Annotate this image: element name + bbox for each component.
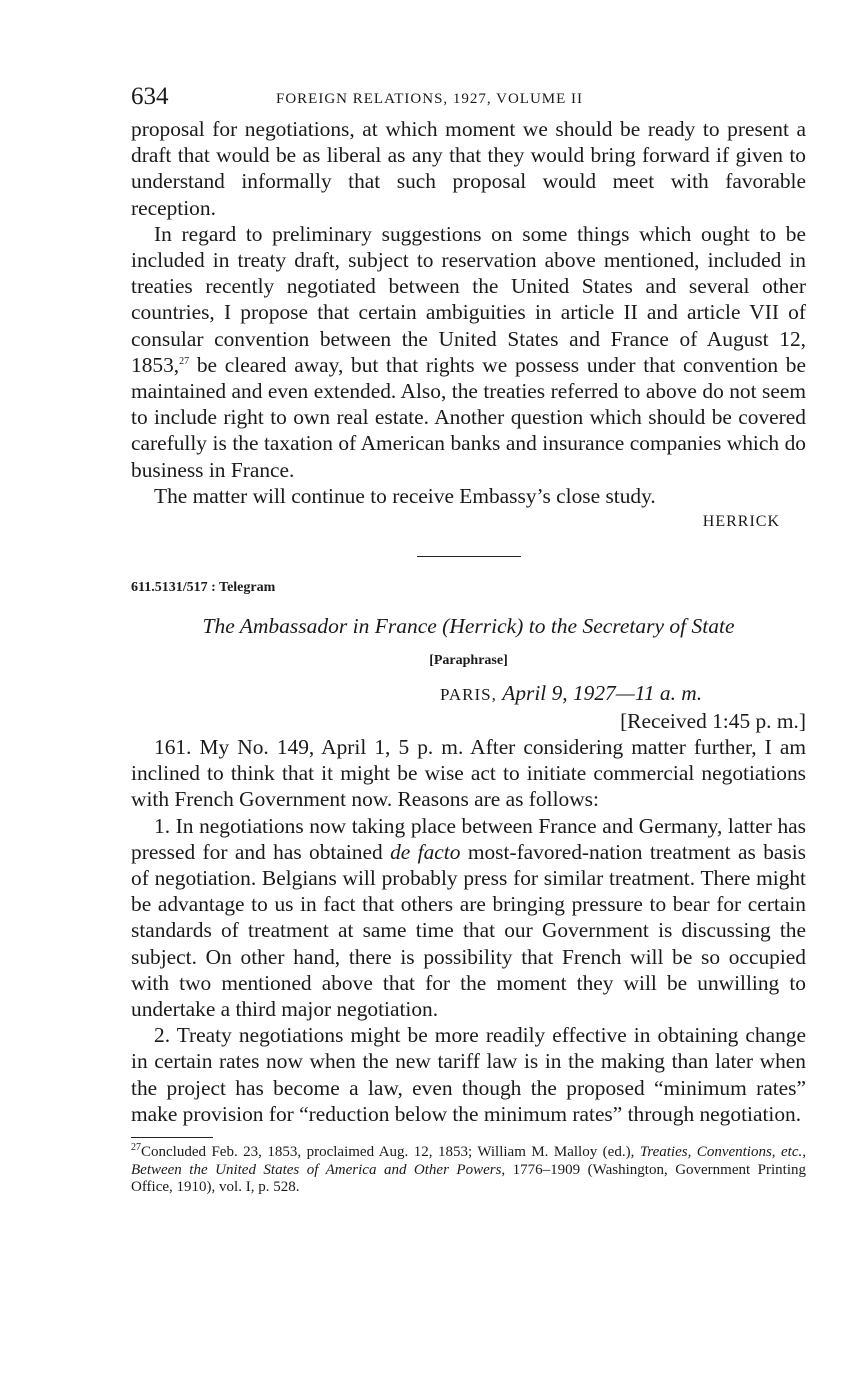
page-header: [131, 82, 806, 116]
paragraph-text: 1. In negotiations now taking place between France and Germany, latter has pressed for and has obtained: [131, 813, 806, 864]
footnote-text-end: 1776–1909 (Washington, Government Printing Office, 1910), vol. I, p. 528.: [131, 1161, 807, 1196]
footnote-text: Concluded Feb. 23, 1853, proclaimed Aug. 12, 1853; William M. Malloy (ed.),: [141, 1144, 640, 1161]
received-time: [Received 1:45 p. m.]: [620, 709, 806, 734]
document-title: The Ambassador in France (Herrick) to the Secretary of State: [202, 614, 735, 639]
paragraph-telegram-intro: 161. My No. 149, April 1, 5 p. m. After considering matter further, I am inclined to think that it might be wise act to initiate commercial negotiations with French Government now. Reasons are as follows:: [131, 735, 806, 812]
page-number: 634: [131, 83, 169, 110]
document-page: [131, 82, 806, 1197]
dateline-place: PARIS,: [440, 685, 497, 705]
running-title: FOREIGN RELATIONS, 1927, VOLUME II: [276, 91, 584, 107]
italic-phrase: de facto: [390, 839, 461, 864]
paragraph-continuation: proposal for negotiations, at which moment we should be ready to present a draft that would be as liberal as any that they would bring forward if given to understand informally that such proposal would meet with favorable reception.: [131, 117, 806, 220]
paragraph-reason-1: [131, 813, 806, 1023]
paraphrase-label: [Paraphrase]: [429, 653, 508, 669]
footnote-italic-title: Treaties, Conventions, etc., Between the United States of America and Other Powers,: [131, 1144, 806, 1178]
footnote-rule: [131, 1137, 213, 1138]
paragraph-closing: The matter will continue to receive Embassy’s close study.: [154, 483, 656, 508]
footnote-reference[interactable]: 27: [179, 355, 190, 367]
paragraph-text: be cleared away, but that rights we possess under that convention be maintained and even extended. Also, the treaties referred to above do not seem to include right to own real estate. Another question which should be covered carefully is the taxation of American banks and insurance companies which do business in France.: [131, 352, 806, 482]
footnote: [131, 1144, 806, 1197]
footnote-mark: 27: [131, 1142, 141, 1154]
dateline: [440, 680, 806, 708]
dateline-date: April 9, 1927—11 a. m.: [502, 681, 703, 706]
file-number: 611.5131/517 : Telegram: [131, 580, 276, 596]
paragraph-treaty-suggestions: [131, 221, 806, 483]
paragraph-text: most-favored-nation treatment as basis of negotiation. Belgians will probably press for similar treatment. There might be advantage to us in fact that others are bringing pressure to bear for certain standards of treatment at same time that our Government is discussing the subject. On other hand, there is possibility that French will be so occupied with two mentioned above that for the moment they will be unwilling to undertake a third major negotiation.: [131, 839, 807, 1022]
paragraph-text: In regard to preliminary suggestions on some things which ought to be included in treaty draft, subject to reservation above mentioned, included in treaties recently negotiated between the United States and several other countries, I propose that certain ambiguities in article II and article VII of consular convention between the United States and France of August 12, 1853,: [131, 221, 806, 377]
paragraph-reason-2: 2. Treaty negotiations might be more readily effective in obtaining change in certain rates now when the new tariff law is in the making than later when the project has become a law, even though the proposed “minimum rates” make provision for “reduction below the minimum rates” through negotiation.: [131, 1023, 806, 1126]
signature: HERRICK: [702, 513, 780, 531]
section-divider: [417, 556, 521, 557]
